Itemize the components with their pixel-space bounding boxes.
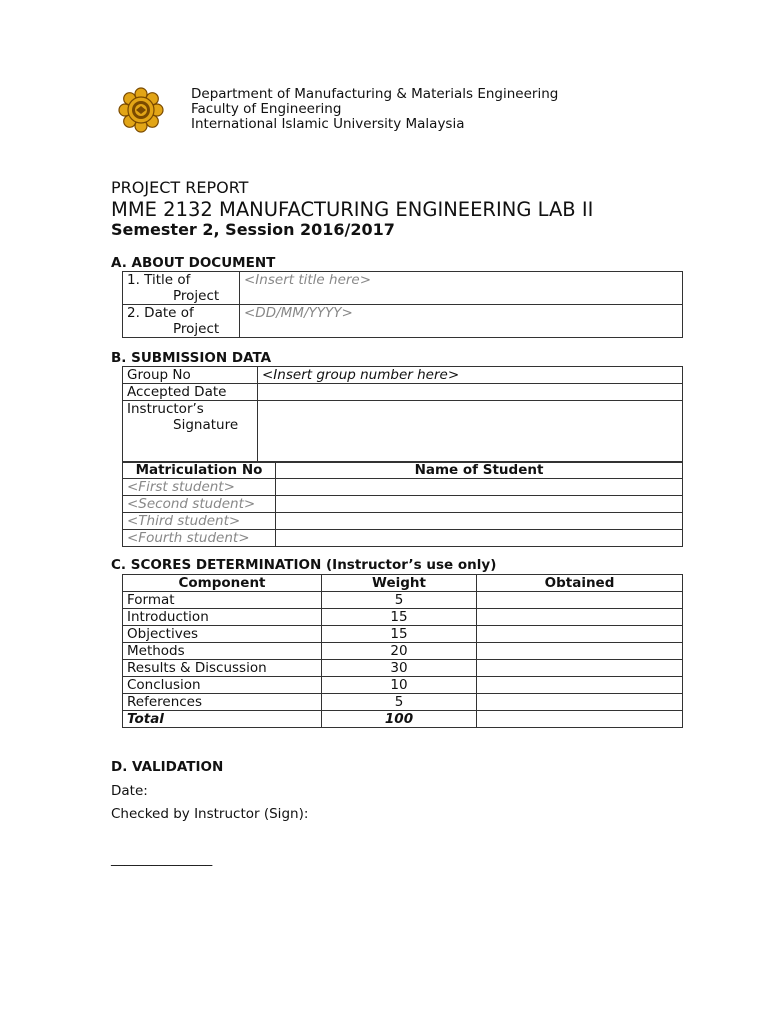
table-header-row: [123, 575, 683, 592]
total-label: Total: [123, 711, 322, 728]
component-label: Methods: [123, 643, 322, 660]
checked-by-label: Checked by Instructor (Sign):: [111, 806, 309, 822]
table-row: [123, 609, 683, 626]
group-no-field[interactable]: <Insert group number here>: [258, 367, 683, 384]
obtained-field[interactable]: [477, 626, 683, 643]
student-matric-field[interactable]: <Third student>: [123, 513, 276, 530]
semester-title: Semester 2, Session 2016/2017: [111, 220, 395, 239]
validation-date-label: Date:: [111, 783, 148, 799]
weight-value: 5: [322, 694, 477, 711]
table-row: [123, 384, 683, 401]
weight-value: 15: [322, 609, 477, 626]
student-matric-field[interactable]: <Second student>: [123, 496, 276, 513]
table-row: [123, 592, 683, 609]
student-name-field[interactable]: [276, 530, 683, 547]
table-row: [123, 496, 683, 513]
table-row: [123, 401, 683, 463]
component-label: Objectives: [123, 626, 322, 643]
weight-header: Weight: [322, 575, 477, 592]
scores-table: [122, 574, 683, 728]
table-row: [123, 643, 683, 660]
section-a-heading: A. ABOUT DOCUMENT: [111, 255, 276, 271]
table-header-row: [123, 462, 683, 479]
obtained-field[interactable]: [477, 609, 683, 626]
accepted-date-field[interactable]: [258, 384, 683, 401]
table-row: [123, 305, 683, 338]
weight-value: 10: [322, 677, 477, 694]
obtained-field[interactable]: [477, 694, 683, 711]
student-matric-field[interactable]: <First student>: [123, 479, 276, 496]
table-row: [123, 367, 683, 384]
matric-no-header: Matriculation No: [123, 462, 276, 479]
signature-field[interactable]: [258, 401, 683, 463]
component-label: Conclusion: [123, 677, 322, 694]
course-title: MME 2132 MANUFACTURING ENGINEERING LAB II: [111, 198, 594, 221]
component-label: Results & Discussion: [123, 660, 322, 677]
faculty-name: Faculty of Engineering: [191, 101, 342, 117]
students-table: [122, 461, 683, 547]
group-no-label: Group No: [123, 367, 258, 384]
weight-value: 20: [322, 643, 477, 660]
signature-line: _______________: [111, 851, 213, 867]
section-c-heading: C. SCORES DETERMINATION (Instructor’s use only): [111, 557, 497, 573]
total-obtained-field[interactable]: [477, 711, 683, 728]
table-row: [123, 479, 683, 496]
table-row: [123, 530, 683, 547]
student-name-header: Name of Student: [276, 462, 683, 479]
total-weight: 100: [322, 711, 477, 728]
student-name-field[interactable]: [276, 496, 683, 513]
title-label: 1. Title of Project: [123, 272, 240, 305]
university-name: International Islamic University Malaysia: [191, 116, 465, 132]
table-row: [123, 513, 683, 530]
weight-value: 30: [322, 660, 477, 677]
signature-label: Instructor’s Signature: [123, 401, 258, 463]
obtained-field[interactable]: [477, 660, 683, 677]
obtained-field[interactable]: [477, 677, 683, 694]
table-row: [123, 694, 683, 711]
date-field[interactable]: <DD/MM/YYYY>: [240, 305, 683, 338]
report-title: PROJECT REPORT: [111, 178, 249, 197]
obtained-header: Obtained: [477, 575, 683, 592]
component-label: Introduction: [123, 609, 322, 626]
component-label: Format: [123, 592, 322, 609]
title-field[interactable]: <Insert title here>: [240, 272, 683, 305]
total-row: [123, 711, 683, 728]
table-row: [123, 677, 683, 694]
weight-value: 15: [322, 626, 477, 643]
student-matric-field[interactable]: <Fourth student>: [123, 530, 276, 547]
component-header: Component: [123, 575, 322, 592]
obtained-field[interactable]: [477, 643, 683, 660]
section-d-heading: D. VALIDATION: [111, 759, 224, 775]
table-row: [123, 660, 683, 677]
about-document-table: [122, 271, 683, 338]
student-name-field[interactable]: [276, 513, 683, 530]
obtained-field[interactable]: [477, 592, 683, 609]
submission-data-table: [122, 366, 683, 463]
department-name: Department of Manufacturing & Materials Engineering: [191, 86, 559, 102]
table-row: [123, 626, 683, 643]
section-b-heading: B. SUBMISSION DATA: [111, 350, 272, 366]
component-label: References: [123, 694, 322, 711]
weight-value: 5: [322, 592, 477, 609]
accepted-date-label: Accepted Date: [123, 384, 258, 401]
iium-crest-icon: [118, 87, 164, 133]
student-name-field[interactable]: [276, 479, 683, 496]
date-label: 2. Date of Project: [123, 305, 240, 338]
table-row: [123, 272, 683, 305]
